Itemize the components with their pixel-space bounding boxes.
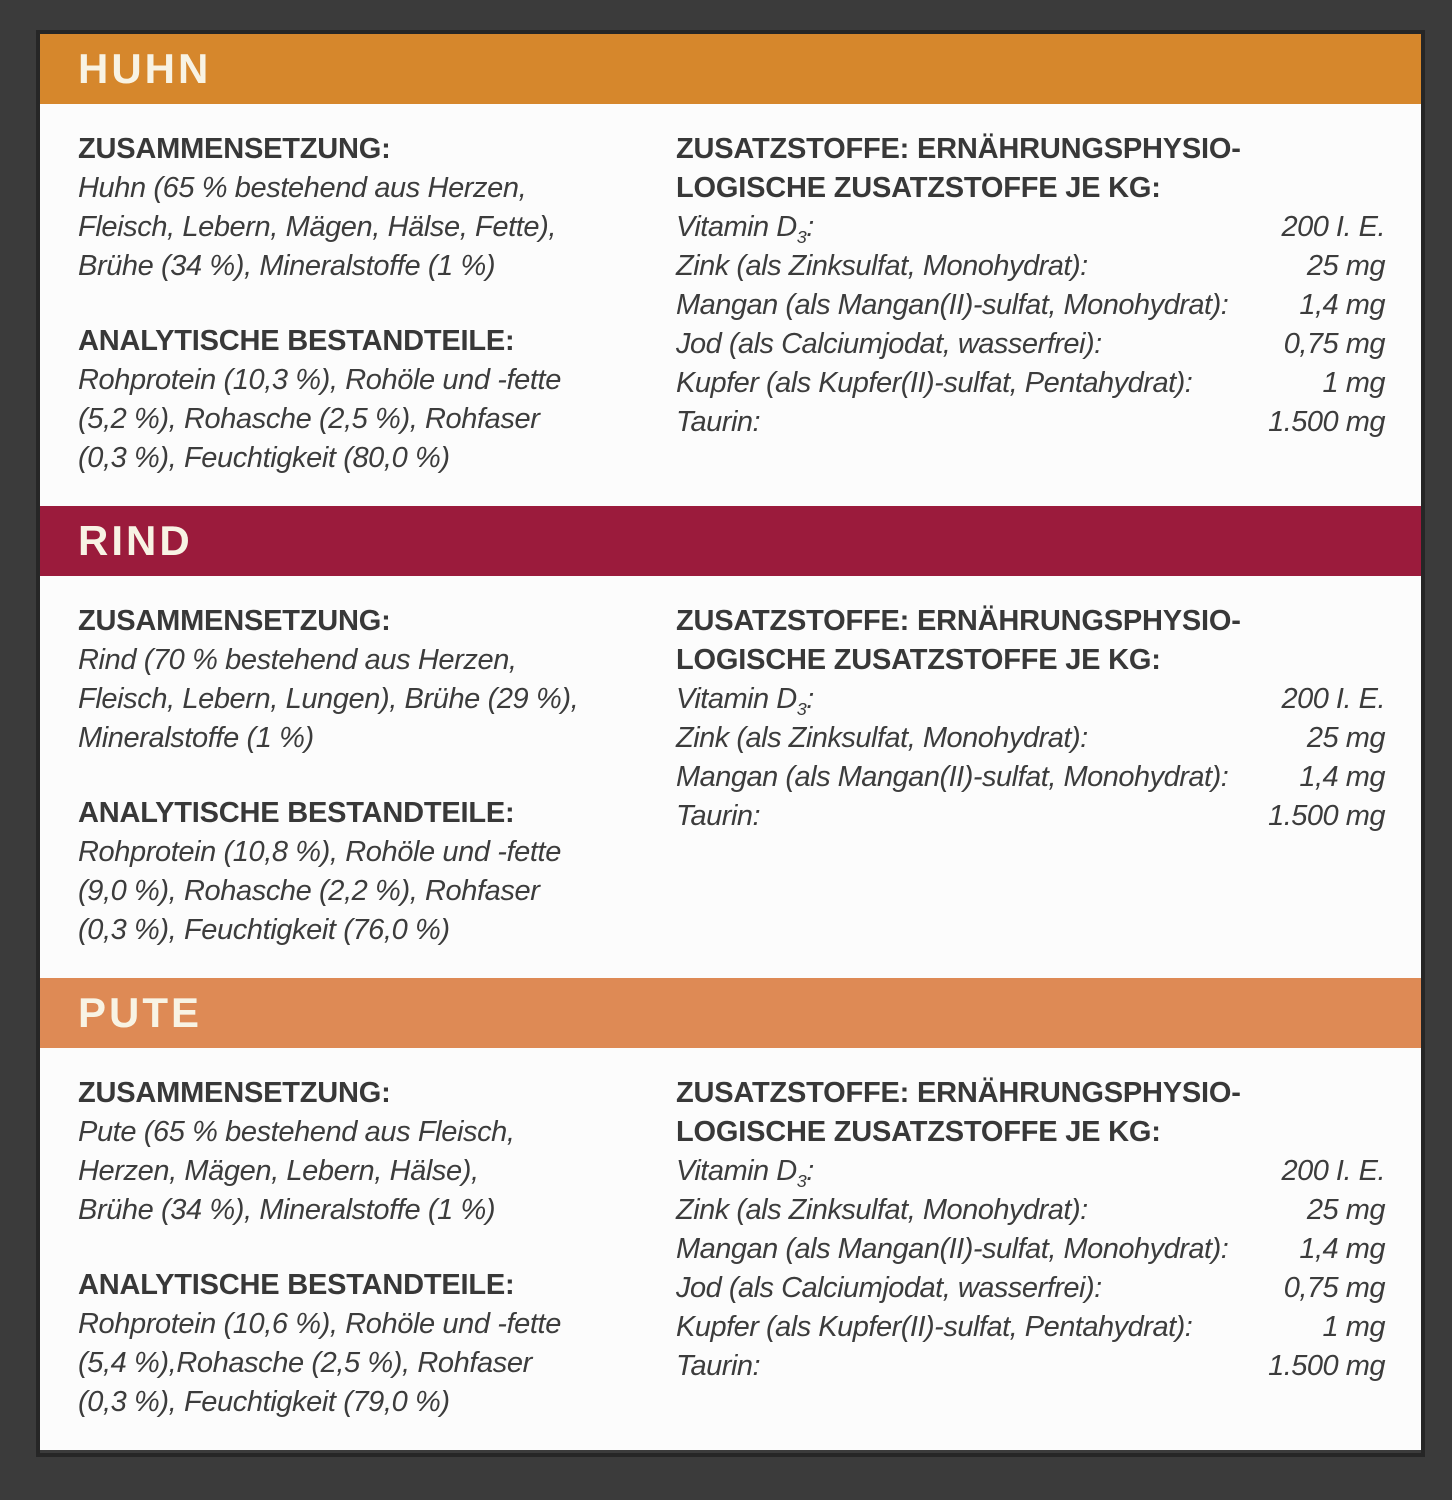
additive-label: Jod (als Calciumjodat, wasserfrei): xyxy=(676,328,1102,360)
composition-line: Rind (70 % bestehend aus Herzen, xyxy=(78,644,517,676)
composition-line: Herzen, Mägen, Lebern, Hälse), xyxy=(78,1155,479,1187)
subscript: 3 xyxy=(796,1170,807,1191)
additive-row xyxy=(676,1230,1385,1269)
additive-value: 25 mg xyxy=(1306,722,1385,754)
additive-value: 1.500 mg xyxy=(1268,406,1385,438)
label-frame xyxy=(36,30,1425,1457)
section-pute-right-column xyxy=(676,1074,1385,1422)
additive-value: 1,4 mg xyxy=(1299,289,1385,321)
section-rind-title: RIND xyxy=(78,517,193,564)
additive-label: Mangan (als Mangan(II)-sulfat, Monohydrat): xyxy=(676,289,1229,321)
additive-value: 1 mg xyxy=(1322,367,1385,399)
additives-heading-line: ZUSATZSTOFFE: ERNÄHRUNGSPHYSIO- xyxy=(676,1077,1241,1109)
additive-label: Taurin: xyxy=(676,800,761,832)
additive-label: Kupfer (als Kupfer(II)-sulfat, Pentahydrat): xyxy=(676,1311,1193,1343)
additive-row xyxy=(676,1269,1385,1308)
additive-row xyxy=(676,797,1385,836)
additive-value: 25 mg xyxy=(1306,250,1385,282)
additive-value: 0,75 mg xyxy=(1283,328,1385,360)
additive-value: 1.500 mg xyxy=(1268,800,1385,832)
composition-line: Mineralstoffe (1 %) xyxy=(78,722,314,754)
additives-heading-line: ZUSATZSTOFFE: ERNÄHRUNGSPHYSIO- xyxy=(676,605,1241,637)
composition-heading: ZUSAMMENSETZUNG: xyxy=(78,605,391,637)
composition-line: Brühe (34 %), Mineralstoffe (1 %) xyxy=(78,1194,496,1226)
analytical-heading: ANALYTISCHE BESTANDTEILE: xyxy=(78,797,515,829)
additive-label: Taurin: xyxy=(676,1350,761,1382)
additive-row xyxy=(676,247,1385,286)
composition-line: Huhn (65 % bestehend aus Herzen, xyxy=(78,172,527,204)
analytical-line: (0,3 %), Feuchtigkeit (76,0 %) xyxy=(78,914,450,946)
subscript: 3 xyxy=(796,226,807,247)
section-rind-band xyxy=(40,506,1421,576)
analytical-heading: ANALYTISCHE BESTANDTEILE: xyxy=(78,325,515,357)
additive-label: Vitamin $D_3$: xyxy=(676,211,814,247)
additive-label: Zink (als Zinksulfat, Monohydrat): xyxy=(676,1194,1088,1226)
additive-value: 1.500 mg xyxy=(1268,1350,1385,1382)
additive-value: 200 I. E. xyxy=(1281,683,1385,715)
section-huhn-left-column xyxy=(78,130,618,478)
additive-value: 1 mg xyxy=(1322,1311,1385,1343)
section-rind-content xyxy=(40,576,1421,978)
additive-value: 200 I. E. xyxy=(1281,211,1385,243)
additive-value: 25 mg xyxy=(1306,1194,1385,1226)
section-huhn-content xyxy=(40,104,1421,506)
analytical-block xyxy=(78,1266,618,1422)
analytical-line: Rohprotein (10,6 %), Rohöle und -fette xyxy=(78,1308,561,1340)
additive-value: 200 I. E. xyxy=(1281,1155,1385,1187)
composition-line: Fleisch, Lebern, Mägen, Hälse, Fette), xyxy=(78,211,557,243)
section-huhn-title: HUHN xyxy=(78,45,212,92)
additives-heading-line: LOGISCHE ZUSATZSTOFFE JE KG: xyxy=(676,644,1161,676)
section-rind-right-column xyxy=(676,602,1385,950)
additive-row xyxy=(676,208,1385,247)
additive-value: 1,4 mg xyxy=(1299,761,1385,793)
additive-row xyxy=(676,680,1385,719)
section-huhn xyxy=(40,34,1421,506)
additive-row xyxy=(676,286,1385,325)
composition-heading: ZUSAMMENSETZUNG: xyxy=(78,1077,391,1109)
additive-label: Zink (als Zinksulfat, Monohydrat): xyxy=(676,722,1088,754)
analytical-line: (0,3 %), Feuchtigkeit (80,0 %) xyxy=(78,442,450,474)
subscript: 3 xyxy=(796,698,807,719)
additive-label: Vitamin $D_3$: xyxy=(676,683,814,719)
additive-row xyxy=(676,325,1385,364)
additives-heading-line: ZUSATZSTOFFE: ERNÄHRUNGSPHYSIO- xyxy=(676,133,1241,165)
composition-block xyxy=(78,130,618,286)
additive-label: Mangan (als Mangan(II)-sulfat, Monohydrat): xyxy=(676,761,1229,793)
analytical-block xyxy=(78,322,618,478)
section-huhn-band xyxy=(40,34,1421,104)
additive-label: Zink (als Zinksulfat, Monohydrat): xyxy=(676,250,1088,282)
composition-line: Brühe (34 %), Mineralstoffe (1 %) xyxy=(78,250,496,282)
additive-row xyxy=(676,1191,1385,1230)
additive-value: 1,4 mg xyxy=(1299,1233,1385,1265)
section-pute-left-column xyxy=(78,1074,618,1422)
analytical-line: (9,0 %), Rohasche (2,2 %), Rohfaser xyxy=(78,875,540,907)
additive-row xyxy=(676,364,1385,403)
additives-heading-line: LOGISCHE ZUSATZSTOFFE JE KG: xyxy=(676,1116,1161,1148)
additive-row xyxy=(676,758,1385,797)
analytical-line: (5,2 %), Rohasche (2,5 %), Rohfaser xyxy=(78,403,540,435)
additive-label: Vitamin $D_3$: xyxy=(676,1155,814,1191)
section-pute-title: PUTE xyxy=(78,989,203,1036)
section-rind xyxy=(40,506,1421,978)
additive-label: Kupfer (als Kupfer(II)-sulfat, Pentahydrat): xyxy=(676,367,1193,399)
composition-block xyxy=(78,602,618,758)
composition-heading: ZUSAMMENSETZUNG: xyxy=(78,133,391,165)
analytical-line: Rohprotein (10,3 %), Rohöle und -fette xyxy=(78,364,561,396)
section-pute xyxy=(40,978,1421,1450)
analytical-block xyxy=(78,794,618,950)
additive-label: Mangan (als Mangan(II)-sulfat, Monohydrat): xyxy=(676,1233,1229,1265)
analytical-line: (5,4 %),Rohasche (2,5 %), Rohfaser xyxy=(78,1347,532,1379)
additives-heading-line: LOGISCHE ZUSATZSTOFFE JE KG: xyxy=(676,172,1161,204)
additive-label: Jod (als Calciumjodat, wasserfrei): xyxy=(676,1272,1102,1304)
analytical-line: Rohprotein (10,8 %), Rohöle und -fette xyxy=(78,836,561,868)
additive-row xyxy=(676,1347,1385,1386)
composition-line: Pute (65 % bestehend aus Fleisch, xyxy=(78,1116,515,1148)
additive-row xyxy=(676,1308,1385,1347)
additive-row xyxy=(676,1152,1385,1191)
analytical-heading: ANALYTISCHE BESTANDTEILE: xyxy=(78,1269,515,1301)
section-pute-band xyxy=(40,978,1421,1048)
analytical-line: (0,3 %), Feuchtigkeit (79,0 %) xyxy=(78,1386,450,1418)
additive-label: Taurin: xyxy=(676,406,761,438)
additive-row xyxy=(676,719,1385,758)
section-pute-content xyxy=(40,1048,1421,1450)
composition-line: Fleisch, Lebern, Lungen), Brühe (29 %), xyxy=(78,683,579,715)
composition-block xyxy=(78,1074,618,1230)
additive-value: 0,75 mg xyxy=(1283,1272,1385,1304)
section-rind-left-column xyxy=(78,602,618,950)
additive-row xyxy=(676,403,1385,442)
section-huhn-right-column xyxy=(676,130,1385,478)
